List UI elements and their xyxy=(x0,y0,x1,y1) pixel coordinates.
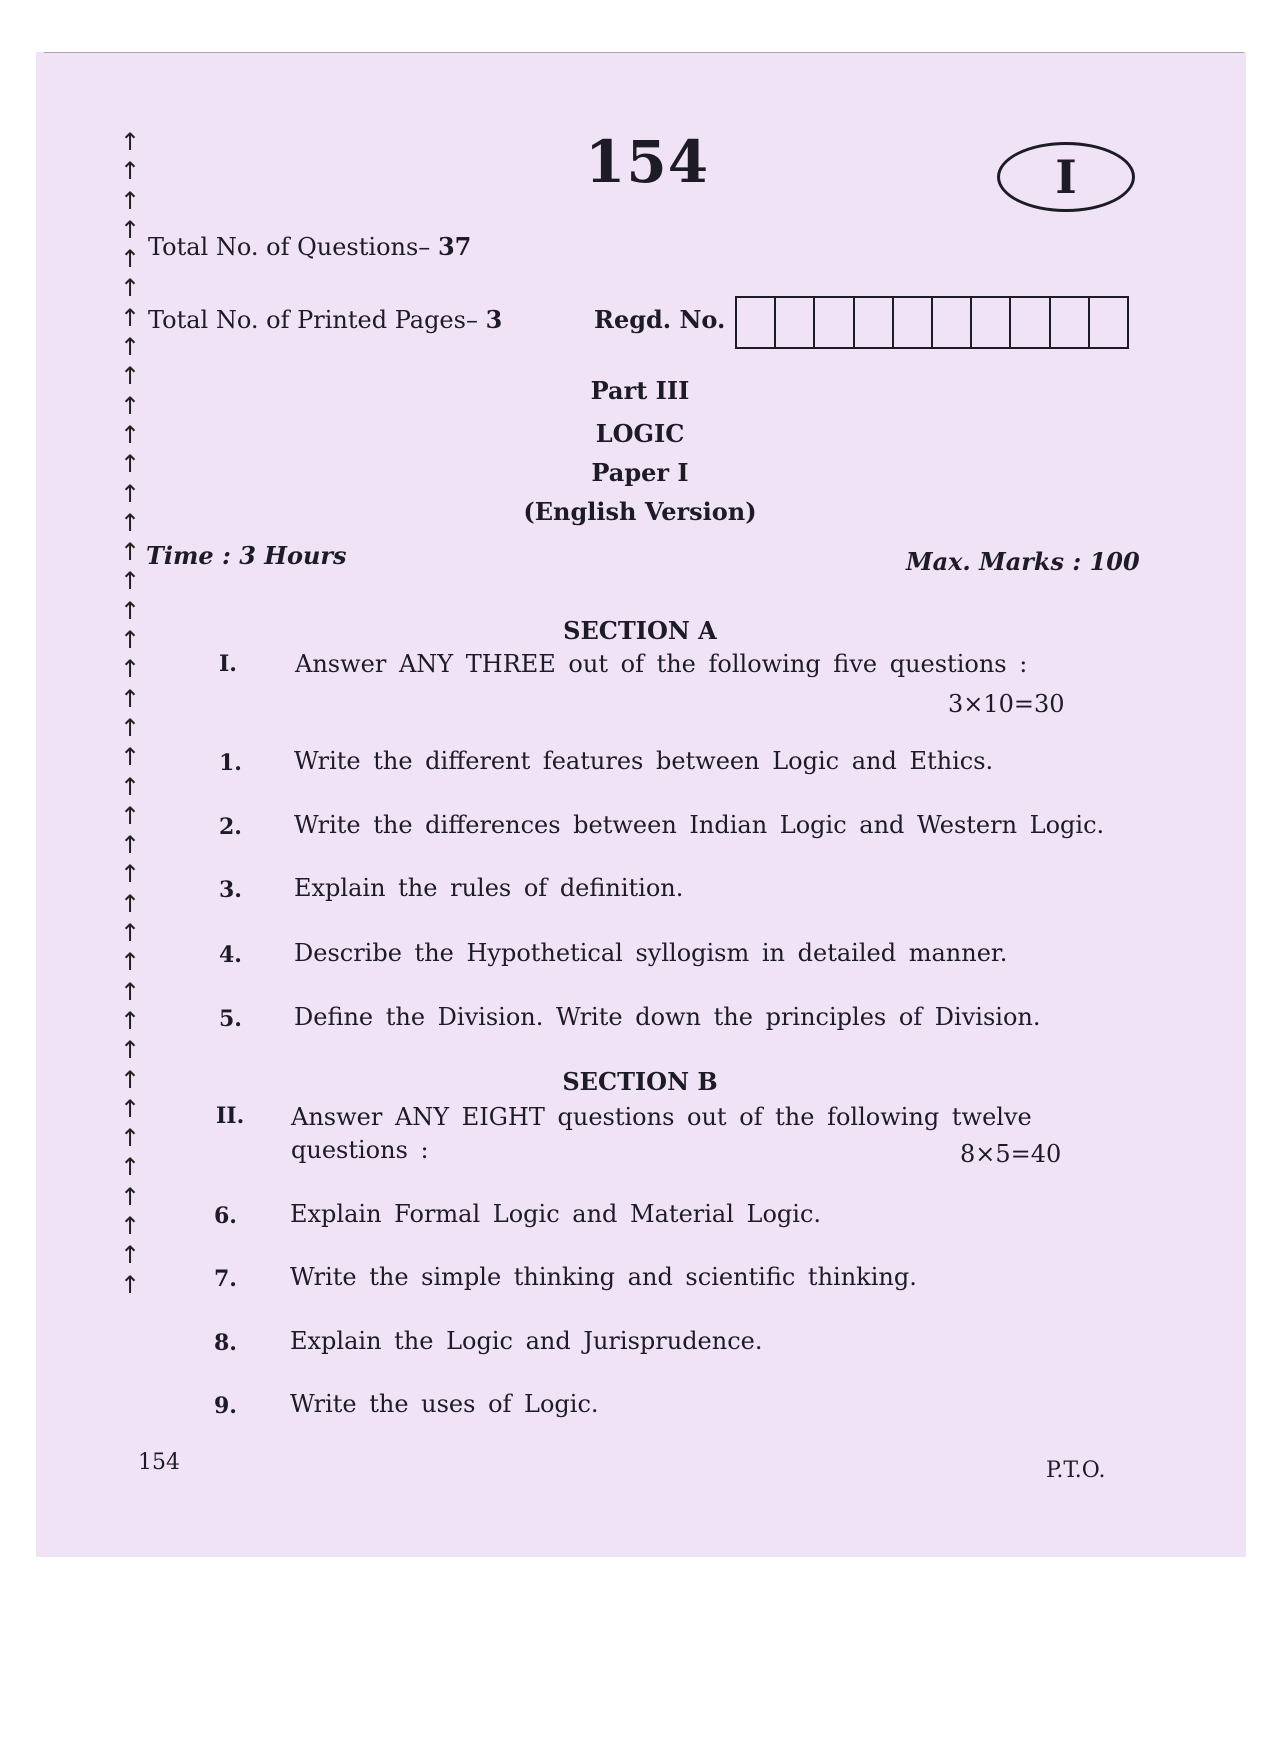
margin-arrow-icon: ↑ xyxy=(120,1094,141,1123)
margin-arrow-icon: ↑ xyxy=(120,508,141,537)
margin-arrow-icon: ↑ xyxy=(120,919,141,948)
total-questions-label: Total No. of Questions– xyxy=(148,233,431,261)
margin-arrow-icon: ↑ xyxy=(120,713,141,742)
top-edge-line xyxy=(44,52,1244,53)
margin-arrow-icon: ↑ xyxy=(120,420,141,449)
margin-arrow-icon: ↑ xyxy=(120,157,141,186)
question-text: Write the differences between Indian Logic and Western Logic. xyxy=(294,811,1105,839)
question-number: 9. xyxy=(214,1393,237,1419)
section-b-instruction-line2: questions : xyxy=(291,1136,429,1164)
section-a-marks: 3×10=30 xyxy=(948,690,1065,718)
section-a-title: SECTION A xyxy=(563,616,717,645)
paper-heading: Paper I xyxy=(591,458,689,487)
regd-no-cell xyxy=(1090,298,1127,347)
total-pages-label: Total No. of Printed Pages– xyxy=(148,306,478,334)
regd-no-cell xyxy=(776,298,815,347)
margin-arrow-icon: ↑ xyxy=(120,596,141,625)
question-text: Write the uses of Logic. xyxy=(290,1390,599,1418)
question-text: Explain the rules of definition. xyxy=(294,874,684,902)
total-pages xyxy=(148,305,502,334)
max-marks: Max. Marks : 100 xyxy=(906,547,1140,576)
margin-arrow-icon: ↑ xyxy=(120,1006,141,1035)
version-heading: (English Version) xyxy=(523,497,757,526)
margin-arrow-icon: ↑ xyxy=(120,1153,141,1182)
question-text: Write the simple thinking and scientific thinking. xyxy=(290,1263,917,1291)
regd-no-cell xyxy=(894,298,933,347)
margin-arrow-icon: ↑ xyxy=(120,684,141,713)
margin-arrow-icon: ↑ xyxy=(120,391,141,420)
margin-arrow-icon: ↑ xyxy=(120,1036,141,1065)
section-b-title: SECTION B xyxy=(562,1067,718,1096)
margin-arrow-icon: ↑ xyxy=(120,186,141,215)
total-questions xyxy=(148,232,471,261)
margin-arrow-icon: ↑ xyxy=(120,450,141,479)
question-number: 7. xyxy=(214,1266,237,1292)
regd-no-cell xyxy=(1051,298,1090,347)
regd-no-cell xyxy=(815,298,854,347)
margin-arrow-icon: ↑ xyxy=(120,215,141,244)
margin-arrow-icon: ↑ xyxy=(120,889,141,918)
question-number: 5. xyxy=(219,1006,242,1032)
margin-arrow-icon: ↑ xyxy=(120,1211,141,1240)
margin-arrow-icon: ↑ xyxy=(120,538,141,567)
question-text: Explain the Logic and Jurisprudence. xyxy=(290,1327,763,1355)
section-b-instruction-line1: Answer ANY EIGHT questions out of the following twelve xyxy=(291,1103,1032,1131)
margin-arrow-icon: ↑ xyxy=(120,362,141,391)
margin-arrow-icon: ↑ xyxy=(120,567,141,596)
margin-arrow-icon: ↑ xyxy=(120,626,141,655)
regd-no-boxes xyxy=(735,296,1129,349)
margin-arrow-icon: ↑ xyxy=(120,1124,141,1153)
margin-arrow-icon: ↑ xyxy=(120,128,141,156)
margin-arrow-icon: ↑ xyxy=(120,977,141,1006)
regd-no-cell xyxy=(855,298,894,347)
part-heading: Part III xyxy=(590,376,690,405)
margin-arrow-icon: ↑ xyxy=(120,948,141,977)
question-text: Describe the Hypothetical syllogism in detailed manner. xyxy=(294,939,1008,967)
question-number: 1. xyxy=(219,750,242,776)
regd-no-cell xyxy=(737,298,776,347)
subject-heading: LOGIC xyxy=(595,419,685,448)
margin-arrow-icon: ↑ xyxy=(120,479,141,508)
margin-arrow-icon: ↑ xyxy=(120,772,141,801)
footer-pto: P.T.O. xyxy=(1046,1458,1106,1483)
margin-arrow-icon: ↑ xyxy=(120,274,141,303)
margin-arrow-icon: ↑ xyxy=(120,860,141,889)
set-code-badge: I xyxy=(997,142,1135,212)
regd-no-label: Regd. No. xyxy=(594,305,726,334)
margin-arrow-icon: ↑ xyxy=(120,801,141,830)
regd-no-cell xyxy=(1011,298,1050,347)
section-a-roman: I. xyxy=(219,651,237,677)
margin-arrow-icon: ↑ xyxy=(120,1241,141,1270)
question-number: 3. xyxy=(219,877,242,903)
question-number: 8. xyxy=(214,1330,237,1356)
section-b-roman: II. xyxy=(216,1103,245,1129)
regd-no-cell xyxy=(972,298,1011,347)
section-a-instruction: Answer ANY THREE out of the following five questions : xyxy=(295,650,1028,678)
margin-arrow-icon: ↑ xyxy=(120,831,141,860)
total-pages-value: 3 xyxy=(485,305,503,334)
question-number: 4. xyxy=(219,942,242,968)
question-text: Define the Division. Write down the principles of Division. xyxy=(294,1003,1041,1031)
question-text: Explain Formal Logic and Material Logic. xyxy=(290,1200,822,1228)
margin-arrow-icon: ↑ xyxy=(120,303,141,332)
footer-paper-code: 154 xyxy=(138,1450,180,1475)
margin-arrow-icon: ↑ xyxy=(120,245,141,274)
time-allowed: Time : 3 Hours xyxy=(146,541,347,570)
margin-arrow-icon: ↑ xyxy=(120,1270,141,1299)
total-questions-value: 37 xyxy=(437,232,472,261)
question-number: 2. xyxy=(219,814,242,840)
margin-arrows xyxy=(120,128,150,1300)
margin-arrow-icon: ↑ xyxy=(120,333,141,362)
paper-code: 154 xyxy=(585,128,710,196)
margin-arrow-icon: ↑ xyxy=(120,1065,141,1094)
regd-no-cell xyxy=(933,298,972,347)
margin-arrow-icon: ↑ xyxy=(120,655,141,684)
section-b-marks: 8×5=40 xyxy=(960,1140,1062,1168)
question-text: Write the different features between Logic and Ethics. xyxy=(294,747,994,775)
margin-arrow-icon: ↑ xyxy=(120,743,141,772)
question-number: 6. xyxy=(214,1203,237,1229)
margin-arrow-icon: ↑ xyxy=(120,1182,141,1211)
